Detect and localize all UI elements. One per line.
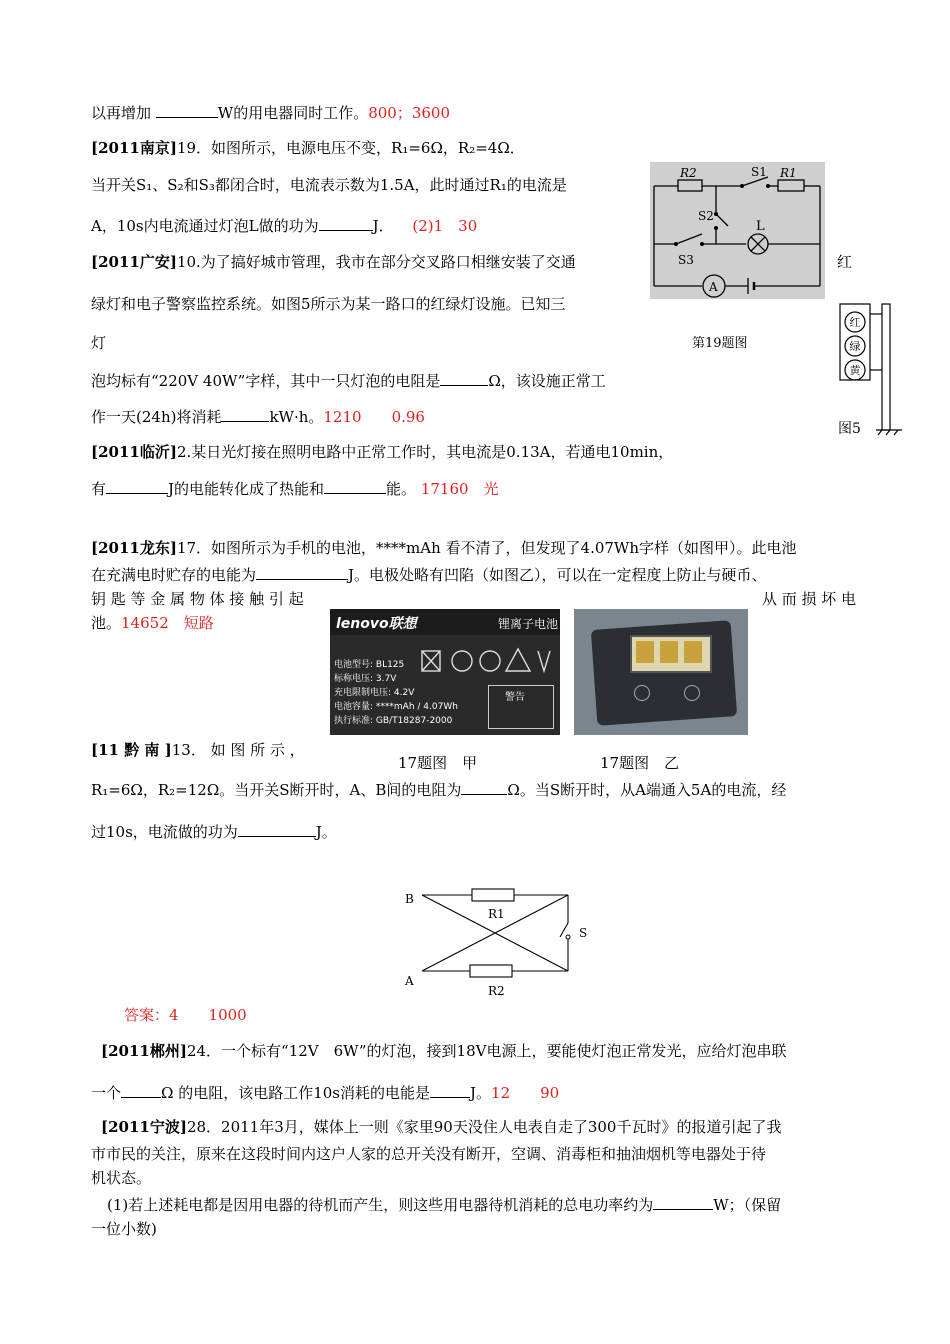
node-b-label: B — [405, 892, 414, 906]
battery-type: 锂离子电池 — [498, 617, 559, 631]
answer-blank — [440, 371, 488, 386]
question-guangan: [2011广安]10.为了搞好城市管理，我市在部分交叉路口相继安装了交通 — [91, 253, 576, 271]
s2-label: S2 — [698, 209, 714, 223]
text-line: A，10s内电流通过灯泡L做的功为 J． (2)1 30 — [91, 217, 478, 235]
question-longdong: [2011龙东]17．如图所示为手机的电池，****mAh 看不清了，但发现了4.07Wh字样（如图甲）。此电池 — [91, 539, 797, 557]
question-linyi: [2011临沂]2.某日光灯接在照明电路中正常工作时，其电流是0.13A，若通电10min， — [91, 443, 674, 461]
figure-caption: 17题图 乙 — [600, 754, 680, 772]
text-line: 一个 Ω 的电阻，该电路工作10s消耗的电能是 J。12 90 — [91, 1084, 560, 1102]
s1-label: S1 — [751, 165, 767, 179]
answer-blank — [221, 407, 269, 422]
traffic-light-figure — [836, 290, 906, 438]
answer-blank — [156, 103, 218, 118]
text-line: 当开关S₁、S₂和S₃都闭合时，电流表示数为1.5A，此时通过R₁的电流是 — [91, 176, 567, 194]
answer-blank — [106, 479, 168, 494]
question-qiannan: [11 黔 南 ]13． 如 图 所 示 ， — [91, 741, 305, 759]
green-light-label: 绿 — [849, 340, 861, 353]
answer-blank — [324, 479, 386, 494]
answer-blank — [319, 216, 373, 231]
text-line: 钥 匙 等 金 属 物 体 接 触 引 起 — [91, 590, 304, 608]
question-nanjing: [2011南京]19．如图所示，电源电压不变，R₁=6Ω，R₂=4Ω． — [91, 139, 525, 157]
text-line: 市市民的关注，原来在这段时间内这户人家的总开关没有断开，空调、消毒柜和抽油烟机等电器处于待 — [91, 1145, 767, 1163]
circuit-figure-13 — [400, 885, 600, 1000]
r2-label: R2 — [488, 984, 505, 998]
ammeter-label: A — [709, 280, 718, 294]
answer-blank — [121, 1083, 161, 1098]
circuit-diagram — [650, 162, 825, 299]
circuit-figure-19 — [650, 162, 825, 299]
question-chenzhou: [2011郴州]24．一个标有“12V 6W”的灯泡，接到18V电源上，要能使灯泡正常发光，应给灯泡串联 — [101, 1042, 787, 1060]
answer-blank — [256, 565, 348, 580]
red-light-label: 红 — [849, 316, 861, 329]
question-ningbo: [2011宁波]28．2011年3月，媒体上一则《家里90天没住人电表自走了300千瓦时》的报道引起了我 — [101, 1118, 782, 1136]
circuit-diagram — [400, 885, 600, 1000]
text-line: 机状态。 — [91, 1169, 152, 1187]
text-line: 泡均标有“220V 40W”字样，其中一只灯泡的电阻是 Ω，该设施正常工 — [91, 372, 606, 390]
battery-label-photo: lenovo联想 锂离子电池 电池型号: BL125 标称电压: 3.7V 充电限制电压: 4.2V 电池容量: ****mAh / 4.07Wh 执行标准: GB/T18287-2000 警告 — [330, 609, 560, 735]
text-line: R₁=6Ω，R₂=12Ω。当开关S断开时，A、B间的电阻为 Ω。当S断开时，从A端通入5A的电流，经 — [91, 781, 787, 799]
answer-blank — [461, 780, 507, 795]
node-a-label: A — [405, 974, 414, 988]
figure-caption: 17题图 甲 — [398, 754, 478, 772]
text-line: 池。14652 短路 — [91, 614, 214, 632]
warning-box: 警告 — [488, 685, 554, 729]
answer-blank — [653, 1195, 713, 1210]
text-line: 绿灯和电子警察监控系统。如图5所示为某一路口的红绿灯设施。已知三 — [91, 295, 566, 313]
certification-icons — [418, 643, 558, 677]
lamp-label: L — [756, 219, 765, 234]
text-line: 有 J的电能转化成了热能和 能。 17160 光 — [91, 480, 499, 498]
s3-label: S3 — [678, 253, 694, 267]
text-line: 作一天(24h)将消耗 kW·h。1210 0.96 — [91, 408, 425, 426]
figure-caption: 第19题图 — [692, 336, 748, 351]
r1-label: R1 — [780, 166, 797, 180]
battery-brand: lenovo联想 — [336, 616, 417, 632]
text-line: 一位小数) — [91, 1220, 157, 1238]
text-line: 从 而 损 坏 电 — [762, 590, 857, 608]
switch-label: S — [579, 926, 588, 940]
r1-label: R1 — [488, 907, 505, 921]
text-line: 以再增加 W的用电器同时工作。800；3600 — [91, 104, 451, 122]
answer-blank — [238, 822, 316, 837]
text-line: 在充满电时贮存的电能为 J。电极处略有凹陷（如图乙），可以在一定程度上防止与硬币、 — [91, 566, 767, 584]
battery-electrode-photo — [574, 609, 748, 735]
figure-caption: 图5 — [838, 421, 861, 437]
text-line: 过10s，电流做的功为 J。 — [91, 823, 337, 841]
text-fragment: 红 — [837, 253, 853, 271]
yellow-light-label: 黄 — [849, 364, 861, 377]
answer-text: 答案：4 1000 — [124, 1006, 247, 1024]
r2-label: R2 — [680, 166, 697, 180]
text-line: (1)若上述耗电都是因用电器的待机而产生，则这些用电器待机消耗的总电功率约为 W；（保留 — [107, 1196, 782, 1214]
answer-blank — [430, 1083, 470, 1098]
text-line: 灯 — [91, 334, 107, 352]
